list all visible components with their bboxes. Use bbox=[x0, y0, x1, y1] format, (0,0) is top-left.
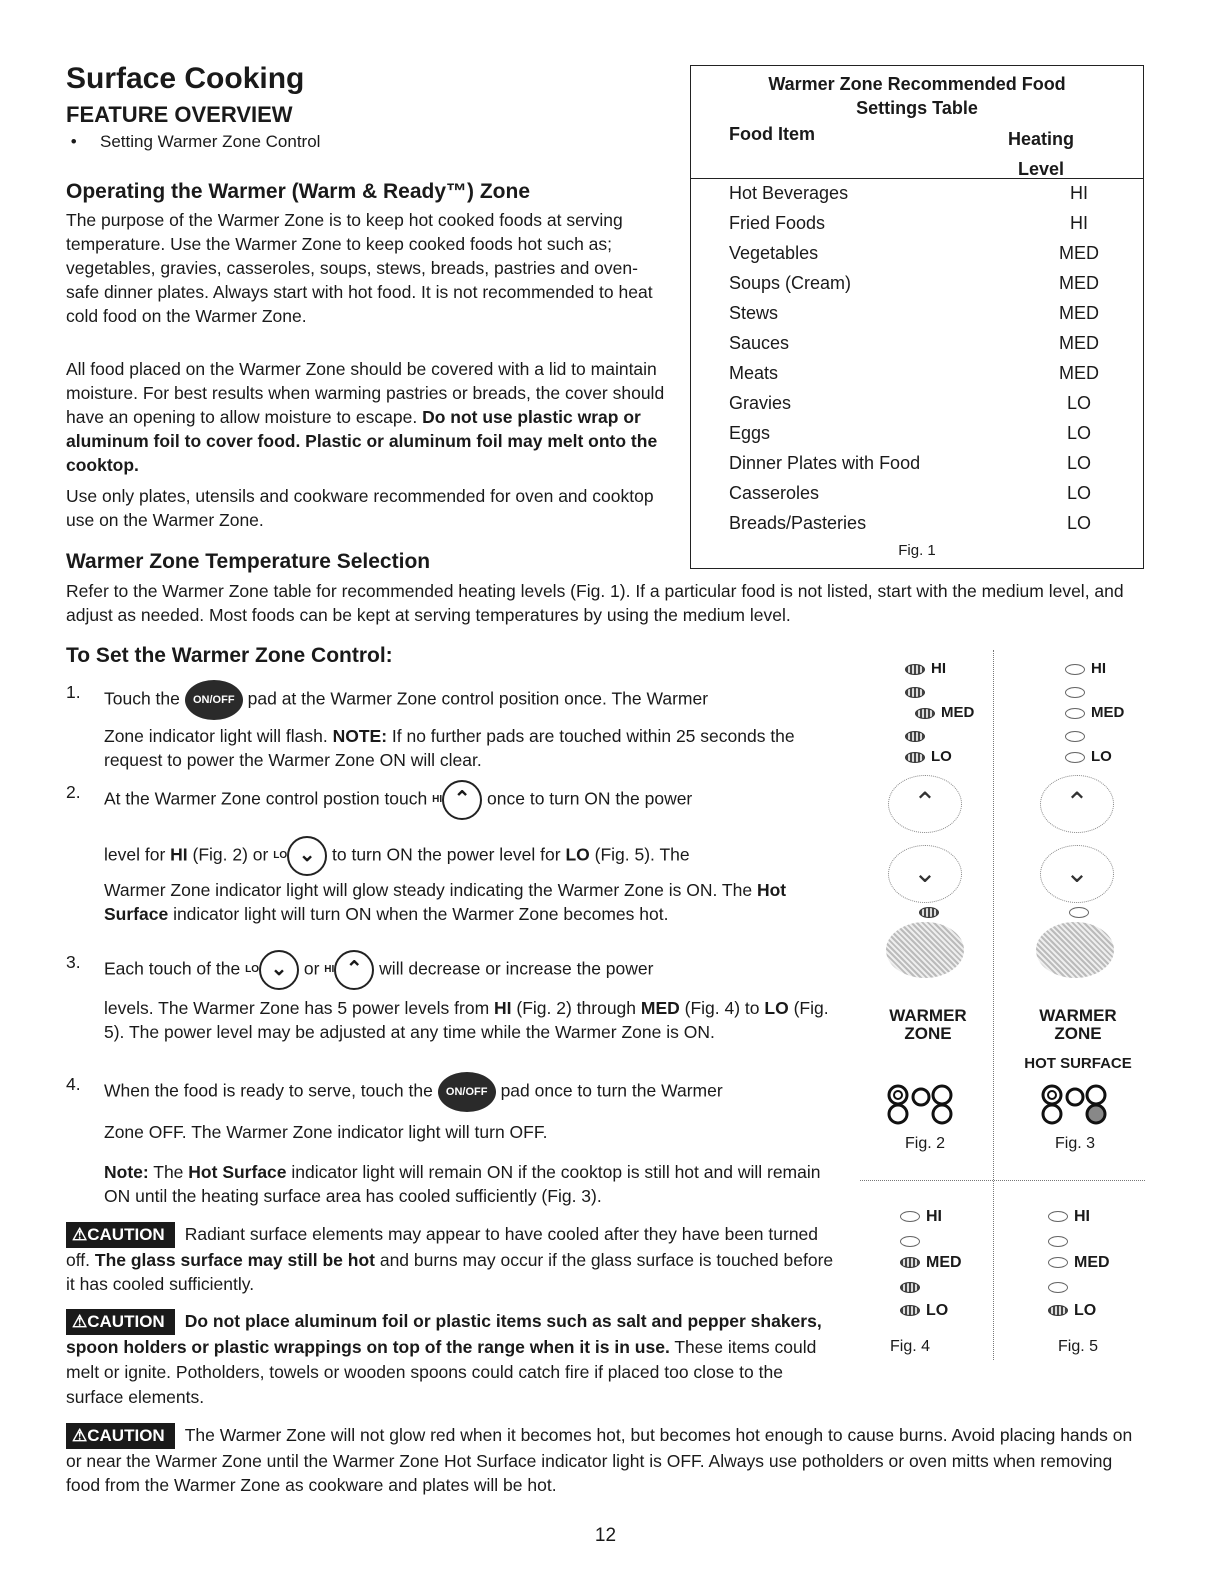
caution-label: CAUTION bbox=[87, 1225, 165, 1244]
fig5-lamp bbox=[1048, 1278, 1074, 1295]
level-cell: LO bbox=[1066, 453, 1091, 473]
step-2-text-a: At the Warmer Zone control postion touch bbox=[104, 788, 428, 809]
fig3-lamp bbox=[1065, 727, 1091, 744]
step-2 bbox=[66, 780, 846, 926]
fig2-hi-label: HI bbox=[931, 660, 946, 677]
level-cell: LO bbox=[1066, 513, 1091, 533]
fig2-lo-indicator bbox=[905, 748, 952, 765]
indicator-lamp-icon bbox=[1065, 708, 1085, 719]
food-cell: Vegetables bbox=[729, 243, 819, 263]
caution-badge bbox=[66, 1222, 175, 1248]
indicator-lamp-icon bbox=[900, 1305, 920, 1316]
indicator-lamp-icon bbox=[915, 708, 935, 719]
indicator-lamp-icon bbox=[1048, 1282, 1068, 1293]
table-row bbox=[729, 273, 1129, 303]
level-cell: MED bbox=[1059, 363, 1099, 383]
step-3-text-d: (Fig. 2) through bbox=[511, 998, 641, 1018]
level-cell: MED bbox=[1059, 303, 1099, 323]
step-2-text-g: Warmer Zone indicator light will glow steady indicating the Warmer Zone is ON. The bbox=[104, 880, 757, 900]
indicator-lamp-icon bbox=[1065, 687, 1085, 698]
fig4-lo-indicator bbox=[900, 1302, 948, 1320]
fig4-hi-indicator bbox=[900, 1208, 942, 1226]
caution-3-text: The Warmer Zone will not glow red when it becomes hot, but becomes hot enough to cause burns. Avoid placing hands on or near the Warmer Zone until the Warmer Zone Hot Surface indicator light is OFF. Always use potholders or oven mitts when removing food from the Warmer Zone as cookware and plates will be hot. bbox=[66, 1425, 1133, 1495]
caution-1-text-a: Radiant surface elements may appear to have cooled after they have been turned off. bbox=[66, 1224, 819, 1270]
level-cell: LO bbox=[1066, 393, 1091, 413]
fig3-med-label: MED bbox=[1091, 704, 1125, 721]
onoff-pad-icon: ON/OFF bbox=[185, 680, 243, 720]
level-cell: HI bbox=[1070, 213, 1088, 233]
set-control-heading: To Set the Warmer Zone Control: bbox=[66, 644, 393, 667]
fig4-med-label: MED bbox=[926, 1254, 962, 1271]
warning-triangle-icon: ⚠ bbox=[72, 1312, 88, 1331]
table-row bbox=[729, 243, 1129, 273]
operating-paragraph-3: Use only plates, utensils and cookware recommended for oven and cooktop use on the Warmer Zone. bbox=[66, 486, 654, 530]
fig4-lamp bbox=[900, 1278, 926, 1295]
step-3-text-c: levels. The Warmer Zone has 5 power levels from bbox=[104, 998, 495, 1018]
indicator-lamp-icon bbox=[1065, 731, 1085, 742]
step-1 bbox=[66, 680, 846, 772]
table-row bbox=[729, 513, 1129, 543]
up-arrow-icon: ⌃ bbox=[888, 775, 962, 833]
level-cell: MED bbox=[1059, 243, 1099, 263]
indicator-lamp-icon bbox=[905, 731, 925, 742]
food-cell: Soups (Cream) bbox=[729, 273, 852, 293]
step-3-text-e: (Fig. 4) to bbox=[679, 998, 765, 1018]
warning-triangle-icon: ⚠ bbox=[72, 1426, 88, 1445]
caution-1-text-c: and burns may occur if the glass surface is touched before it has cooled sufficiently. bbox=[66, 1250, 834, 1294]
fig5-caption: Fig. 5 bbox=[1058, 1338, 1099, 1355]
indicator-lamp-icon bbox=[1048, 1211, 1068, 1222]
warmer-word: WARMER bbox=[889, 1006, 967, 1025]
step-1-text-c: Zone indicator light will flash. bbox=[104, 726, 333, 746]
caution-1 bbox=[66, 1222, 841, 1296]
zone-word: ZONE bbox=[1054, 1024, 1102, 1043]
level-cell: MED bbox=[1059, 273, 1099, 293]
fig5-lo-indicator bbox=[1048, 1302, 1096, 1320]
table-row bbox=[729, 363, 1129, 393]
step-2-text-d: (Fig. 2) or bbox=[187, 844, 269, 865]
food-cell: Fried Foods bbox=[729, 213, 826, 233]
indicator-lamp-icon bbox=[905, 752, 925, 763]
indicator-lamp-icon bbox=[1048, 1236, 1068, 1247]
down-arrow-icon: ⌄ bbox=[259, 950, 299, 990]
caution-2 bbox=[66, 1309, 841, 1410]
hi-label: HI bbox=[432, 794, 443, 805]
fig4-med-indicator bbox=[900, 1254, 962, 1272]
table-row bbox=[729, 423, 1129, 453]
food-cell: Dinner Plates with Food bbox=[729, 453, 921, 473]
step-1-text-a: Touch the bbox=[104, 688, 180, 709]
fig5-med-indicator bbox=[1048, 1254, 1110, 1272]
step-4 bbox=[66, 1072, 856, 1144]
fig2-caption: Fig. 2 bbox=[905, 1135, 946, 1152]
hi-label: HI bbox=[324, 964, 335, 975]
level-cell: HI bbox=[1070, 183, 1088, 203]
warmer-word: WARMER bbox=[1039, 1006, 1117, 1025]
step-2-text-e: to turn ON the power level for bbox=[332, 844, 566, 865]
step-number: 2. bbox=[66, 782, 81, 802]
indicator-lamp-icon bbox=[1069, 907, 1089, 918]
fig5-lamp bbox=[1048, 1232, 1074, 1249]
table-figure-caption: Fig. 1 bbox=[898, 542, 936, 559]
indicator-lamp-icon bbox=[900, 1282, 920, 1293]
step-number: 1. bbox=[66, 682, 81, 702]
step-1-note-label: NOTE: bbox=[332, 726, 388, 746]
operating-paragraph-2 bbox=[66, 357, 666, 477]
indicator-lamp-icon bbox=[1048, 1257, 1068, 1268]
fig4-lamp bbox=[900, 1232, 926, 1249]
food-cell: Sauces bbox=[729, 333, 790, 353]
step-3-lo: LO bbox=[764, 998, 789, 1018]
cooktop-burner-icon bbox=[886, 1083, 956, 1125]
fig5-hi-indicator bbox=[1048, 1208, 1090, 1226]
operating-paragraph-2-text: All food placed on the Warmer Zone should be covered with a lid to maintain moisture. For best results when warming pastries or breads, the cover should have an opening to allow moisture to escape. bbox=[66, 359, 665, 427]
figure-divider-horizontal bbox=[860, 1180, 1145, 1181]
down-arrow-icon: ⌄ bbox=[1040, 845, 1114, 903]
bullet-text: Setting Warmer Zone Control bbox=[100, 132, 321, 151]
step-1-text-d: If no further pads are touched within 25 seconds the request to power the Warmer Zone ON will clear. bbox=[104, 726, 795, 770]
step-number: 4. bbox=[66, 1074, 81, 1094]
lo-label: LO bbox=[245, 964, 259, 975]
step-3-hi: HI bbox=[494, 998, 512, 1018]
caution-badge bbox=[66, 1423, 175, 1449]
fig2-zone-lamp bbox=[919, 903, 945, 920]
table-row bbox=[729, 333, 1129, 363]
caution-label: CAUTION bbox=[87, 1312, 165, 1331]
table-row bbox=[729, 303, 1129, 333]
fig3-lo-label: LO bbox=[1091, 748, 1112, 765]
fig4-lo-label: LO bbox=[926, 1302, 949, 1319]
caution-2-text: These items could melt or ignite. Potholders, towels or wooden spoons could catch fire if placed too close to the surface elements. bbox=[66, 1337, 817, 1407]
up-arrow-icon: ⌃ bbox=[1040, 775, 1114, 833]
note-text-a: The bbox=[148, 1162, 189, 1182]
level-cell: LO bbox=[1066, 423, 1091, 443]
step-4-text-c: Zone OFF. The Warmer Zone indicator light will turn OFF. bbox=[104, 1122, 548, 1142]
step-number: 3. bbox=[66, 952, 81, 972]
indicator-lamp-icon bbox=[905, 664, 925, 675]
fig3-hi-indicator bbox=[1065, 660, 1106, 677]
fig2-lo-label: LO bbox=[931, 748, 952, 765]
step-3 bbox=[66, 950, 856, 1044]
caution-1-bold: The glass surface may still be hot bbox=[94, 1250, 375, 1270]
note-paragraph bbox=[104, 1160, 844, 1208]
figure-divider-vertical bbox=[993, 650, 994, 1360]
step-1-text-b: pad at the Warmer Zone control position once. The Warmer bbox=[247, 688, 709, 709]
section-subtitle: FEATURE OVERVIEW bbox=[66, 102, 293, 127]
temperature-paragraph: Refer to the Warmer Zone table for recommended heating levels (Fig. 1). If a particular food is not listed, start with the medium level, and adjust as needed. Most foods can be kept at serving temperatures by using the medium level. bbox=[66, 581, 1124, 625]
hot-surface-label: HOT SURFACE bbox=[1024, 1055, 1132, 1072]
fig3-zone-lamp bbox=[1069, 903, 1095, 920]
fig2-hi-indicator bbox=[905, 660, 946, 677]
fig5-lo-label: LO bbox=[1074, 1302, 1097, 1319]
indicator-lamp-icon bbox=[900, 1211, 920, 1222]
step-3-or: or bbox=[303, 958, 320, 979]
level-cell: LO bbox=[1066, 483, 1091, 503]
table-divider bbox=[691, 178, 1143, 179]
table-row bbox=[729, 213, 1129, 243]
onoff-pad-icon bbox=[886, 922, 964, 978]
food-cell: Casseroles bbox=[729, 483, 820, 503]
onoff-pad-icon bbox=[1036, 922, 1114, 978]
table-header-heating: Heating Level bbox=[1007, 129, 1074, 179]
fig3-lo-indicator bbox=[1065, 748, 1112, 765]
operating-heading: Operating the Warmer (Warm & Ready™) Zone bbox=[66, 180, 531, 203]
fig2-lamp bbox=[905, 727, 931, 744]
table-row bbox=[729, 183, 1129, 213]
settings-table bbox=[690, 65, 1144, 569]
onoff-pad-icon: ON/OFF bbox=[438, 1072, 496, 1112]
step-3-med: MED bbox=[640, 998, 680, 1018]
note-hot-surface: Hot Surface bbox=[188, 1162, 287, 1182]
down-arrow-icon: ⌄ bbox=[287, 836, 327, 876]
bullet-dot-icon: • bbox=[66, 132, 77, 151]
caution-badge bbox=[66, 1309, 175, 1335]
fig3-lamp bbox=[1065, 683, 1091, 700]
cooktop-burner-icon bbox=[1040, 1083, 1110, 1125]
fig4-caption: Fig. 4 bbox=[890, 1338, 931, 1355]
step-2-text-b: once to turn ON the power bbox=[487, 788, 693, 809]
indicator-lamp-icon bbox=[905, 687, 925, 698]
food-cell: Gravies bbox=[729, 393, 792, 413]
note-label: Note: bbox=[104, 1162, 149, 1182]
level-cell: MED bbox=[1059, 333, 1099, 353]
fig5-hi-label: HI bbox=[1074, 1208, 1090, 1225]
fig4-hi-label: HI bbox=[926, 1208, 942, 1225]
step-2-text-f: (Fig. 5). The bbox=[589, 844, 690, 865]
fig3-hi-label: HI bbox=[1091, 660, 1106, 677]
table-row bbox=[729, 483, 1129, 513]
step-2-hot-surface: Hot Surface bbox=[104, 880, 787, 924]
page-number: 12 bbox=[594, 1525, 617, 1546]
table-header-food: Food Item bbox=[729, 124, 815, 144]
fig3-zone-label bbox=[1030, 1007, 1126, 1043]
lo-label: LO bbox=[273, 850, 288, 861]
step-3-text-b: will decrease or increase the power bbox=[379, 958, 654, 979]
fig2-lamp bbox=[905, 683, 931, 700]
fig2-med-label: MED bbox=[941, 704, 975, 721]
fig2-zone-label bbox=[880, 1007, 976, 1043]
fig3-caption: Fig. 3 bbox=[1055, 1135, 1096, 1152]
operating-paragraph-2-warning: Do not use plastic wrap or aluminum foil to cover food. Plastic or aluminum foil may melt onto the cooktop. bbox=[66, 407, 658, 475]
caution-2-bold: Do not place aluminum foil or plastic items such as salt and pepper shakers, spoon holders or plastic wrappings on top of the range when it is in use. bbox=[66, 1311, 822, 1357]
food-cell: Eggs bbox=[729, 423, 771, 443]
step-3-text-a: Each touch of the bbox=[104, 958, 241, 979]
table-row bbox=[729, 453, 1129, 483]
table-row bbox=[729, 393, 1129, 423]
up-arrow-icon: ⌃ bbox=[442, 780, 482, 820]
warning-triangle-icon: ⚠ bbox=[72, 1225, 88, 1244]
table-title: Warmer Zone Recommended Food Settings Table bbox=[768, 74, 1066, 118]
zone-word: ZONE bbox=[904, 1024, 952, 1043]
indicator-lamp-icon bbox=[1065, 664, 1085, 675]
step-4-text-a: When the food is ready to serve, touch the bbox=[104, 1080, 433, 1101]
indicator-lamp-icon bbox=[900, 1257, 920, 1268]
indicator-lamp-icon bbox=[1048, 1305, 1068, 1316]
food-cell: Breads/Pasteries bbox=[729, 513, 867, 533]
step-4-text-b: pad once to turn the Warmer bbox=[500, 1080, 723, 1101]
page-title: Surface Cooking bbox=[66, 62, 305, 95]
step-2-lo: LO bbox=[565, 844, 590, 865]
caution-label: CAUTION bbox=[87, 1426, 165, 1445]
down-arrow-icon: ⌄ bbox=[888, 845, 962, 903]
step-2-text-c: level for bbox=[104, 844, 171, 865]
indicator-lamp-icon bbox=[900, 1236, 920, 1247]
indicator-lamp-icon bbox=[919, 907, 939, 918]
up-arrow-icon: ⌃ bbox=[334, 950, 374, 990]
bullet-item bbox=[66, 132, 320, 152]
operating-paragraph-1: The purpose of the Warmer Zone is to keep hot cooked foods at serving temperature. Use the Warmer Zone to keep cooked foods hot such as; vegetables, gravies, casseroles, soups, stews, breads, pastries and oven-safe dinner plates. Always start with hot food. It is not recommended to heat cold food on the Warmer Zone. bbox=[66, 210, 653, 326]
fig2-med-indicator bbox=[915, 704, 974, 721]
food-cell: Meats bbox=[729, 363, 779, 383]
caution-3 bbox=[66, 1423, 1151, 1497]
food-cell: Hot Beverages bbox=[729, 183, 849, 203]
indicator-lamp-icon bbox=[1065, 752, 1085, 763]
step-2-hi: HI bbox=[170, 844, 188, 865]
step-2-text-h: indicator light will turn ON when the Warmer Zone becomes hot. bbox=[168, 904, 669, 924]
temperature-heading: Warmer Zone Temperature Selection bbox=[66, 550, 431, 573]
fig3-med-indicator bbox=[1065, 704, 1124, 721]
food-cell: Stews bbox=[729, 303, 779, 323]
fig5-med-label: MED bbox=[1074, 1254, 1110, 1271]
step-3-text-f: (Fig. 5). The power level may be adjusted at any time while the Warmer Zone is ON. bbox=[104, 998, 829, 1042]
note-text-b: indicator light will remain ON if the cooktop is still hot and will remain ON until the heating surface area has cooled sufficiently (Fig. 3). bbox=[104, 1162, 821, 1206]
